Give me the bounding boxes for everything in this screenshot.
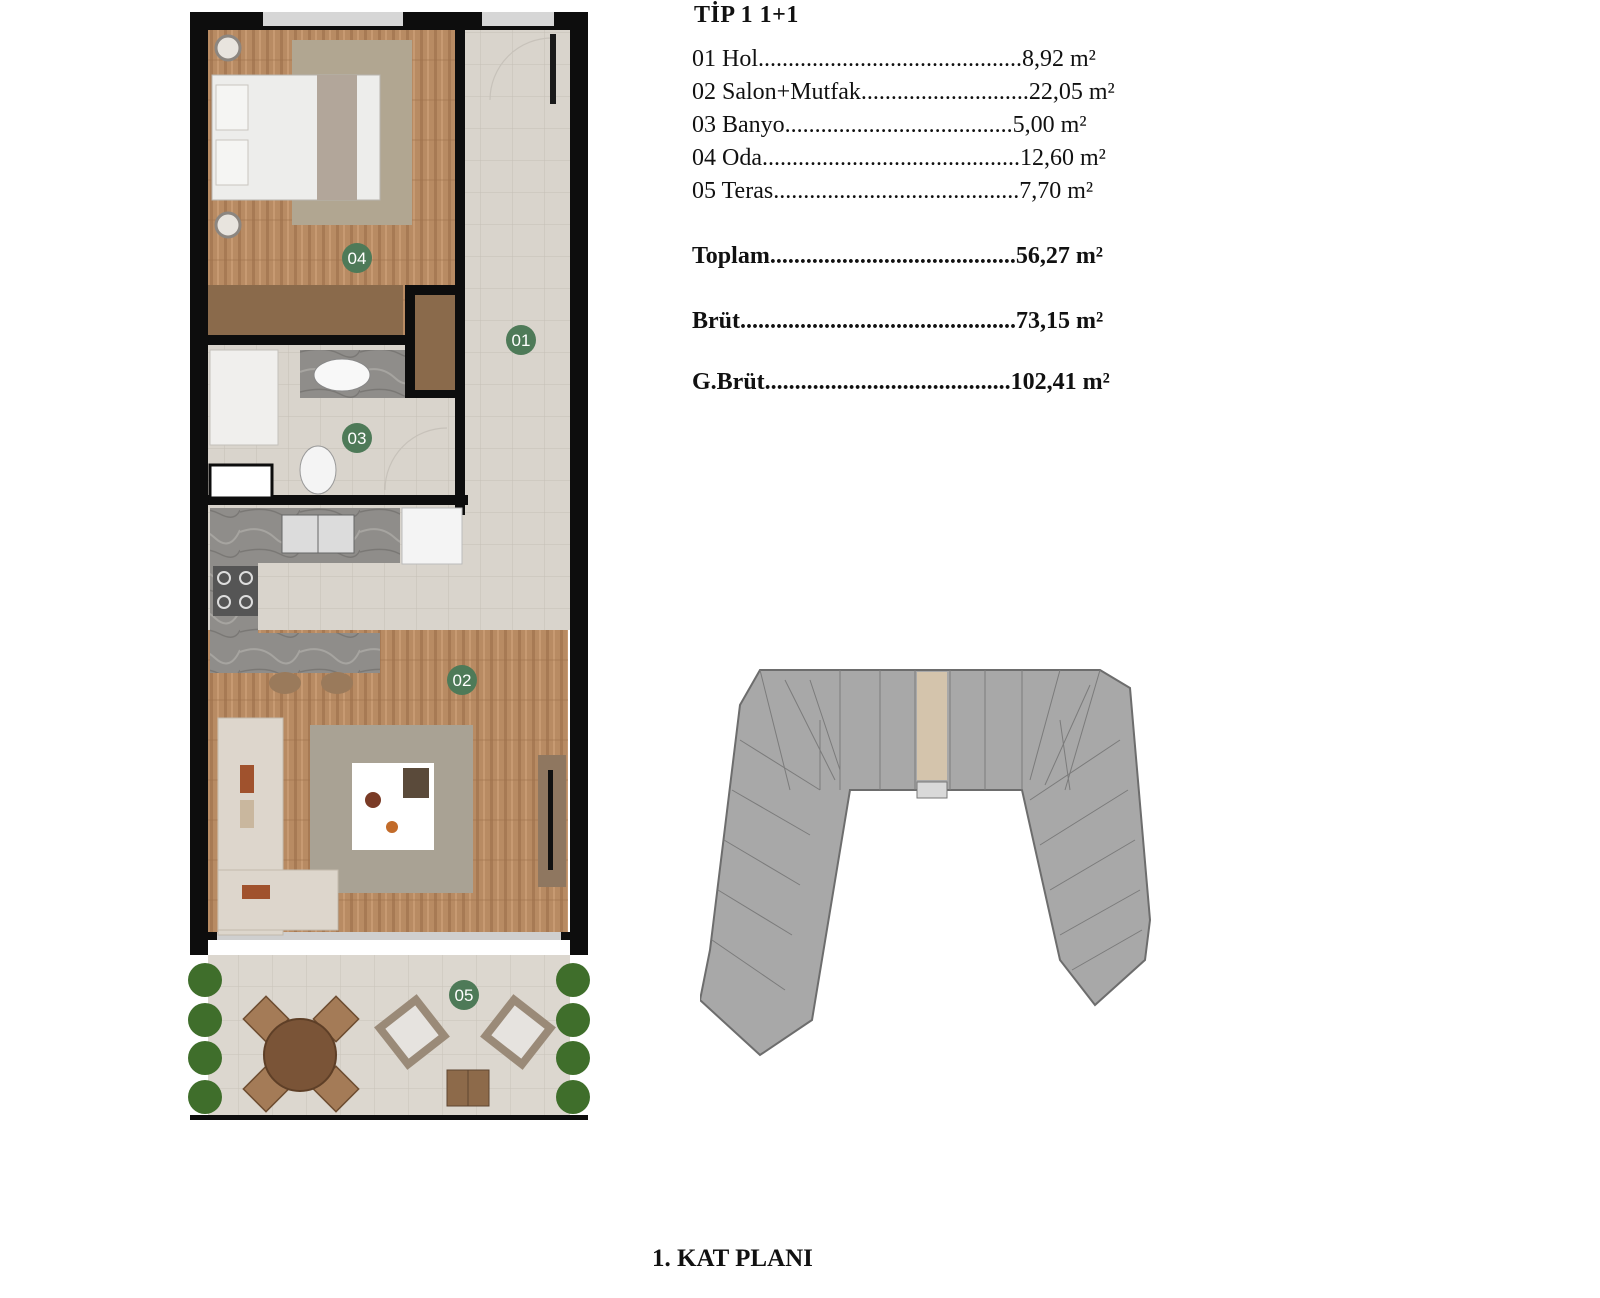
- room-badge-text: 02: [452, 671, 472, 690]
- fridge: [402, 508, 462, 564]
- room-badge-text: 03: [347, 429, 367, 448]
- sofa-chaise: [218, 870, 338, 930]
- sink-icon: [314, 359, 370, 391]
- room-area-row: 04 Oda...........................................12,60 m²: [692, 145, 1106, 171]
- toilet-icon: [300, 446, 336, 494]
- cushion: [240, 800, 254, 828]
- bath-storage: [210, 465, 272, 498]
- unit-floor-plan: [0, 0, 600, 1120]
- entrance-door: [550, 34, 556, 104]
- room-area-row: 02 Salon+Mutfak............................22,05 m²: [692, 79, 1115, 105]
- bed-blanket: [317, 75, 357, 200]
- total-gross-area-row: G.Brüt.........................................102,41 m²: [692, 369, 1110, 395]
- room-badge-01: [506, 325, 536, 355]
- room-badge-05: [449, 980, 479, 1010]
- window-top-right: [482, 12, 554, 26]
- gross-area-row: Brüt..............................................73,15 m²: [692, 308, 1104, 334]
- room-badge-text: 04: [347, 249, 367, 268]
- tv-icon: [548, 770, 553, 870]
- pillow: [216, 140, 248, 185]
- room-badge-02: [447, 665, 477, 695]
- lamp-icon: [216, 213, 240, 237]
- lamp-icon: [216, 36, 240, 60]
- wardrobe: [208, 285, 403, 335]
- hall-cabinet: [415, 295, 455, 390]
- bar-stool: [321, 672, 353, 694]
- room-badge-03: [342, 423, 372, 453]
- kitchen-island: [210, 633, 380, 673]
- room-badge-text: 05: [454, 986, 474, 1005]
- bar-stool: [269, 672, 301, 694]
- room-badge-04: [342, 243, 372, 273]
- shower-tray: [210, 350, 278, 445]
- pillow: [216, 85, 248, 130]
- window-top-left: [263, 12, 403, 26]
- room-area-row: 05 Teras.........................................7,70 m²: [692, 178, 1094, 204]
- core-highlight: [917, 672, 947, 780]
- room-area-row: 01 Hol............................................8,92 m²: [692, 46, 1096, 72]
- unit-type-title: TİP 1 1+1: [694, 2, 799, 28]
- room-badge-text: 01: [511, 331, 531, 350]
- room-area-row: 03 Banyo......................................5,00 m²: [692, 112, 1087, 138]
- cushion: [242, 885, 270, 899]
- floor-plan-title: 1. KAT PLANI: [652, 1245, 813, 1272]
- building-key-plan: [700, 660, 1190, 1060]
- total-area-row: Toplam.........................................56,27 m²: [692, 243, 1103, 269]
- cushion: [240, 765, 254, 793]
- stair-core: [917, 782, 947, 798]
